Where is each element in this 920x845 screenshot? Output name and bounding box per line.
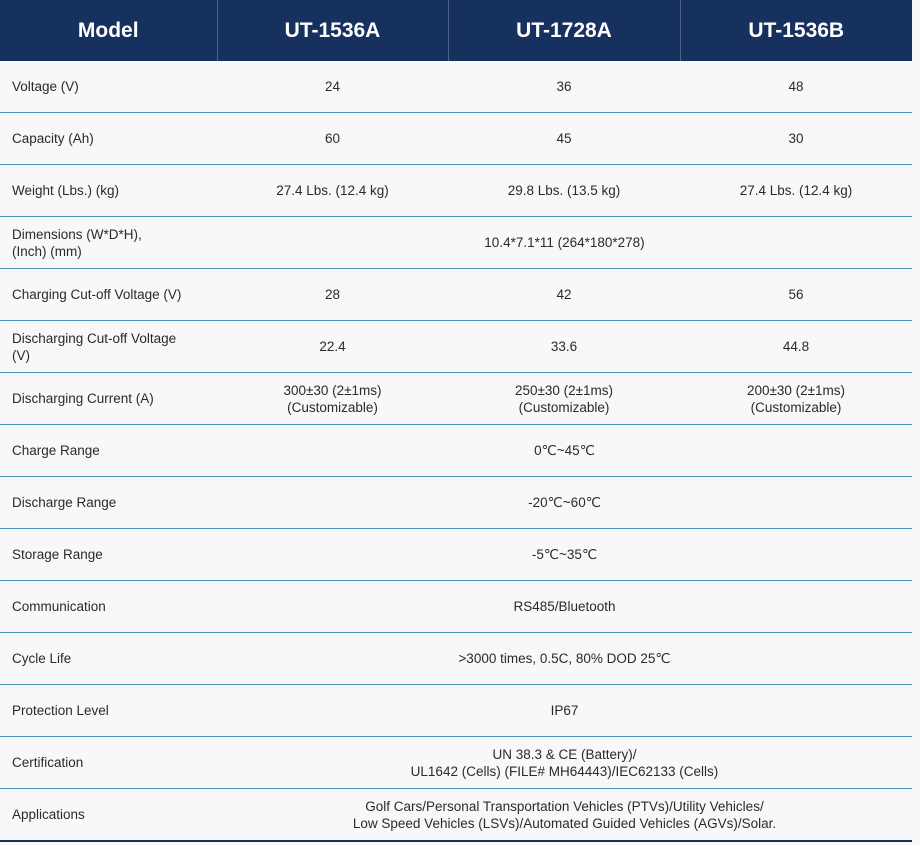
cell-value: 30: [680, 113, 912, 165]
cell-value: [448, 373, 680, 425]
row-label: Applications: [0, 789, 217, 842]
row-label: Communication: [0, 581, 217, 633]
header-model: Model: [0, 0, 217, 61]
cell-value: 29.8 Lbs. (13.5 kg): [448, 165, 680, 217]
table-row: [0, 165, 912, 217]
row-label: Storage Range: [0, 529, 217, 581]
table-row: [0, 425, 912, 477]
cell-value: -5℃~35℃: [217, 529, 912, 581]
cell-line: (Customizable): [750, 399, 842, 415]
cell-line: 250±30 (2±1ms): [514, 382, 614, 398]
table-row: [0, 373, 912, 425]
table-row: [0, 477, 912, 529]
cell-value: 24: [217, 61, 448, 113]
cell-value: 45: [448, 113, 680, 165]
cell-line: 300±30 (2±1ms): [283, 382, 382, 398]
cell-value: 42: [448, 269, 680, 321]
row-label: Charge Range: [0, 425, 217, 477]
cell-line: 200±30 (2±1ms): [746, 382, 846, 398]
cell-line: UN 38.3 & CE (Battery)/: [492, 746, 637, 762]
table-body: [0, 61, 912, 841]
row-label: [0, 217, 217, 269]
cell-value: 28: [217, 269, 448, 321]
cell-value: [217, 737, 912, 789]
table-row: [0, 737, 912, 789]
row-label: Discharging Current (A): [0, 373, 217, 425]
row-label-line: Discharging Cut-off Voltage: [12, 330, 177, 346]
cell-line: (Customizable): [518, 399, 610, 415]
cell-value: [680, 373, 912, 425]
row-label-line: Dimensions (W*D*H),: [12, 226, 142, 242]
table-row: [0, 61, 912, 113]
cell-value: 60: [217, 113, 448, 165]
cell-value: 27.4 Lbs. (12.4 kg): [680, 165, 912, 217]
table-row: [0, 685, 912, 737]
table-row: [0, 581, 912, 633]
row-label: Cycle Life: [0, 633, 217, 685]
cell-value: 27.4 Lbs. (12.4 kg): [217, 165, 448, 217]
cell-value: >3000 times, 0.5C, 80% DOD 25℃: [217, 633, 912, 685]
cell-line: Low Speed Vehicles (LSVs)/Automated Guided Vehicles (AGVs)/Solar.: [352, 815, 777, 831]
row-label-line: (Inch) (mm): [12, 243, 82, 259]
cell-value: 44.8: [680, 321, 912, 373]
header-ut-1536b: UT-1536B: [680, 0, 912, 61]
row-label: [0, 321, 217, 373]
table-row: [0, 217, 912, 269]
cell-line: (Customizable): [287, 399, 378, 415]
table-row: [0, 633, 912, 685]
row-label: Capacity (Ah): [0, 113, 217, 165]
cell-value: 0℃~45℃: [217, 425, 912, 477]
cell-value: IP67: [217, 685, 912, 737]
row-label: Voltage (V): [0, 61, 217, 113]
cell-value: RS485/Bluetooth: [217, 581, 912, 633]
row-label: Protection Level: [0, 685, 217, 737]
row-label: Discharge Range: [0, 477, 217, 529]
cell-value: 22.4: [217, 321, 448, 373]
table-row: [0, 789, 912, 842]
row-label-line: (V): [12, 347, 30, 363]
table-row: [0, 269, 912, 321]
cell-value: 56: [680, 269, 912, 321]
cell-line: Golf Cars/Personal Transportation Vehicles (PTVs)/Utility Vehicles/: [365, 798, 764, 814]
table-row: [0, 529, 912, 581]
row-label: Charging Cut-off Voltage (V): [0, 269, 217, 321]
table-row: [0, 321, 912, 373]
cell-line: UL1642 (Cells) (FILE# MH64443)/IEC62133 (Cells): [410, 763, 719, 779]
header-ut-1536a: UT-1536A: [217, 0, 448, 61]
header-ut-1728a: UT-1728A: [448, 0, 680, 61]
cell-value: 33.6: [448, 321, 680, 373]
table-row: [0, 113, 912, 165]
row-label: Weight (Lbs.) (kg): [0, 165, 217, 217]
table-header: [0, 0, 912, 61]
row-label: Certification: [0, 737, 217, 789]
cell-value: [217, 373, 448, 425]
cell-value: [217, 789, 912, 842]
cell-value: 48: [680, 61, 912, 113]
cell-value: 10.4*7.1*11 (264*180*278): [217, 217, 912, 269]
cell-value: -20℃~60℃: [217, 477, 912, 529]
cell-value: 36: [448, 61, 680, 113]
header-row: [0, 0, 912, 61]
